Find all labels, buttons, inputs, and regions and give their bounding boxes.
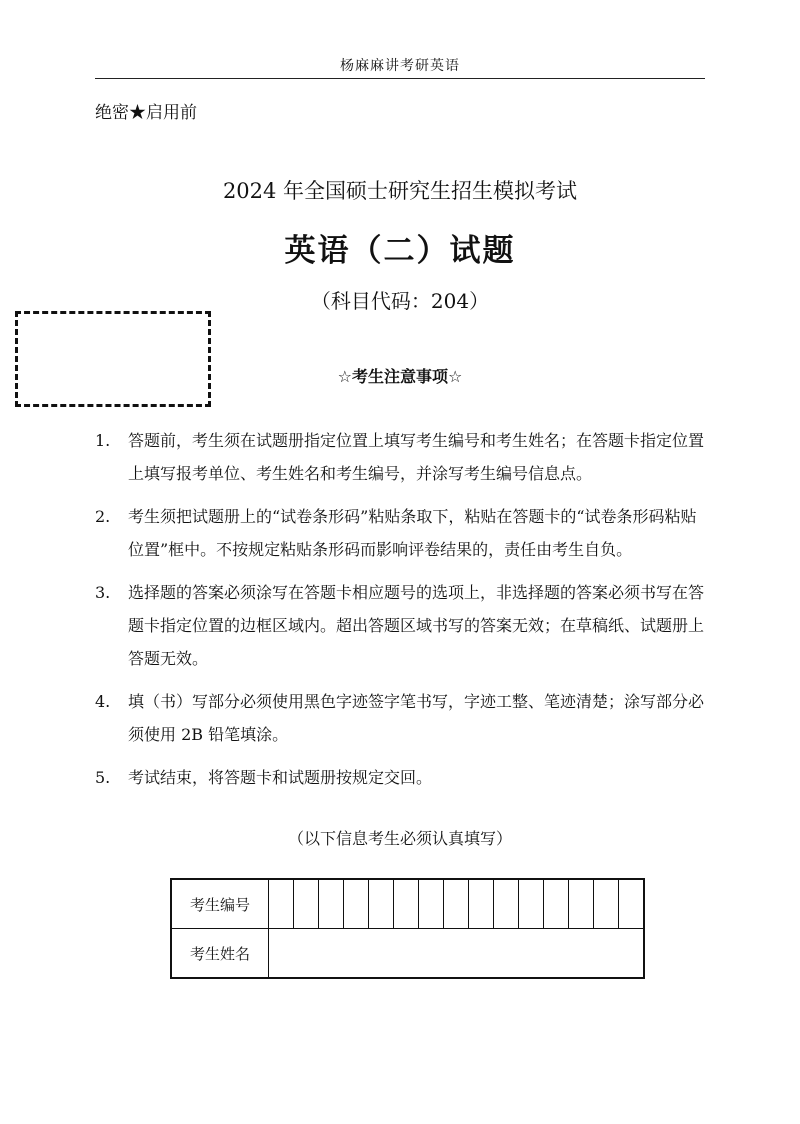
candidate-number-digit-box[interactable] [419, 879, 444, 929]
instruction-text: 考试结束，将答题卡和试题册按规定交回。 [128, 768, 433, 787]
instruction-item [95, 500, 707, 566]
instruction-text: 选择题的答案必须涂写在答题卡相应题号的选项上，非选择题的答案必须书写在答题卡指定位置的边框区域内。超出答题区域书写的答案无效；在草稿纸、试题册上答题无效。 [128, 583, 705, 668]
candidate-number-digit-box[interactable] [394, 879, 419, 929]
instructions-list [95, 424, 707, 804]
candidate-info-table [170, 878, 645, 979]
candidate-number-row [171, 879, 644, 929]
instruction-text: 考生须把试题册上的“试卷条形码”粘贴条取下，粘贴在答题卡的“试卷条形码粘贴位置”框中。不按规定粘贴条形码而影响评卷结果的，责任由考生自负。 [128, 507, 697, 559]
classification-mark: 绝密★启用前 [95, 103, 197, 123]
exam-name: 2024 年全国硕士研究生招生模拟考试 [222, 179, 578, 203]
instruction-text: 填（书）写部分必须使用黑色字迹签字笔书写，字迹工整、笔迹清楚；涂写部分必须使用 2B 铅笔填涂。 [128, 692, 705, 744]
candidate-name-label: 考生姓名 [171, 929, 269, 979]
candidate-number-digit-box[interactable] [269, 879, 294, 929]
candidate-name-row [171, 929, 644, 979]
candidate-number-digit-box[interactable] [494, 879, 519, 929]
instruction-number: 4. [95, 692, 111, 711]
candidate-number-digit-box[interactable] [294, 879, 319, 929]
candidate-number-digit-box[interactable] [469, 879, 494, 929]
instruction-number: 3. [95, 583, 111, 602]
candidate-number-digit-box[interactable] [319, 879, 344, 929]
instruction-item [95, 576, 707, 675]
candidate-number-digit-box[interactable] [519, 879, 544, 929]
candidate-number-digit-box[interactable] [544, 879, 569, 929]
fill-note: （以下信息考生必须认真填写） [287, 829, 512, 848]
instruction-number: 2. [95, 507, 111, 526]
instruction-number: 5. [95, 768, 111, 787]
candidate-name-field[interactable] [269, 929, 645, 979]
paper-title: 英语（二）试题 [284, 233, 516, 269]
candidate-number-digit-box[interactable] [369, 879, 394, 929]
running-header: 杨麻麻讲考研英语 [340, 58, 460, 74]
candidate-number-digit-box[interactable] [594, 879, 619, 929]
subject-code: （科目代码：204） [310, 289, 490, 313]
barcode-paste-area [15, 311, 211, 407]
instruction-item [95, 685, 707, 751]
header-rule [95, 78, 705, 79]
candidate-number-digit-box[interactable] [569, 879, 594, 929]
instruction-item [95, 424, 707, 490]
instruction-number: 1. [95, 431, 111, 450]
instruction-text: 答题前，考生须在试题册指定位置上填写考生编号和考生姓名；在答题卡指定位置上填写报考单位、考生姓名和考生编号，并涂写考生编号信息点。 [128, 431, 705, 483]
candidate-number-digit-box[interactable] [619, 879, 645, 929]
notice-heading: ☆考生注意事项☆ [337, 367, 463, 386]
instruction-item [95, 761, 707, 794]
candidate-number-digit-box[interactable] [444, 879, 469, 929]
candidate-number-label: 考生编号 [171, 879, 269, 929]
candidate-number-digit-box[interactable] [344, 879, 369, 929]
